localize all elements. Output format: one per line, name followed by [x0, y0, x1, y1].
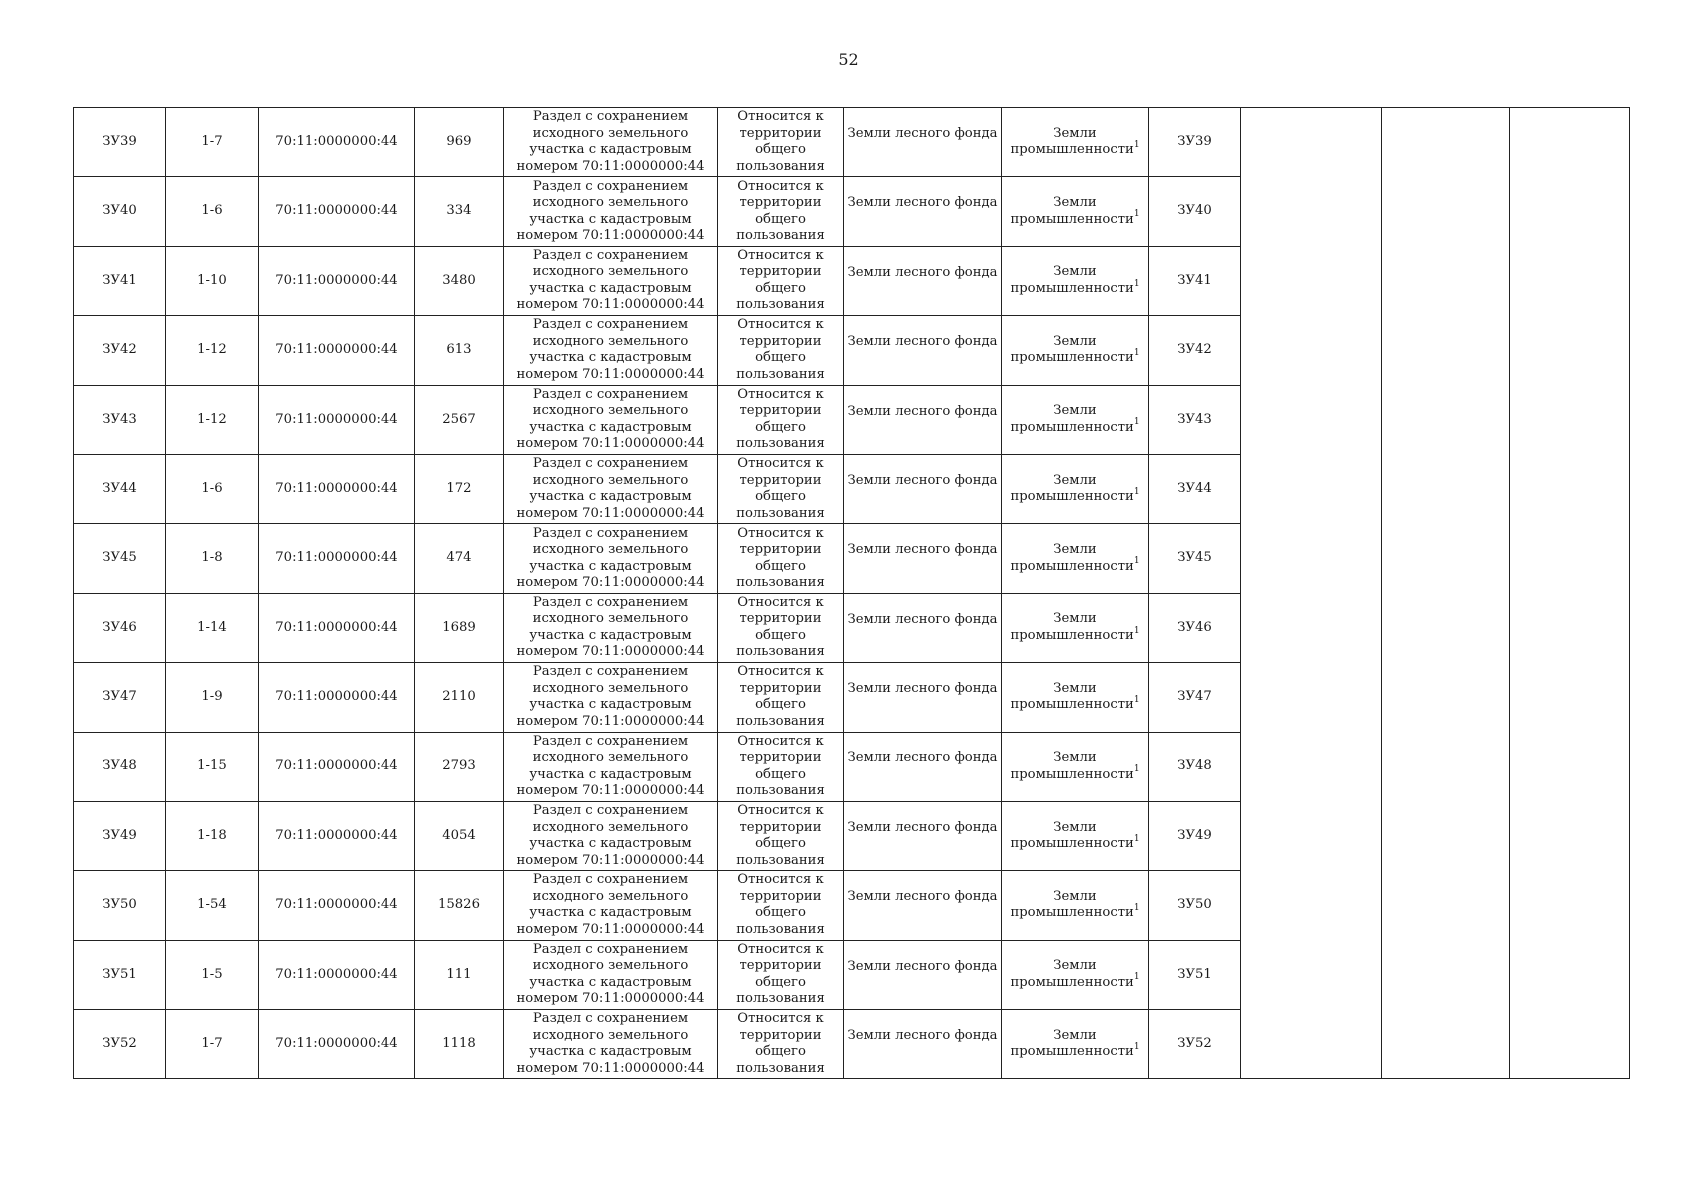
plot-id-repeat-cell: ЗУ52 [1149, 1010, 1241, 1079]
footnote-marker: 1 [1133, 139, 1140, 150]
area-cell: 474 [415, 524, 504, 593]
new-category-text: Земли промышленности [1010, 125, 1134, 158]
current-category-text: Земли лесного фонда [847, 750, 998, 766]
area-cell: 1118 [415, 1010, 504, 1079]
plot-id-cell: ЗУ46 [74, 593, 166, 662]
footnote-marker: 1 [1133, 347, 1140, 358]
current-category-cell [844, 108, 1002, 177]
new-category-cell [1002, 940, 1149, 1009]
current-category-text: Земли лесного фонда [847, 334, 998, 350]
table-row [74, 108, 1630, 177]
current-category-text: Земли лесного фонда [847, 611, 998, 627]
common-use-relation-cell: Относится к территории общего пользования [718, 177, 844, 246]
formation-method-cell: Раздел с сохранением исходного земельного участка с кадастровым номером 70:11:0000000:44 [504, 454, 718, 523]
common-use-relation-cell: Относится к территории общего пользования [718, 593, 844, 662]
formation-method-cell: Раздел с сохранением исходного земельного участка с кадастровым номером 70:11:0000000:44 [504, 1010, 718, 1079]
cadastral-number-cell: 70:11:0000000:44 [259, 801, 415, 870]
plot-id-repeat-cell: ЗУ39 [1149, 108, 1241, 177]
current-category-text: Земли лесного фонда [847, 681, 998, 697]
blank-cell-c [1510, 108, 1630, 1079]
footnote-marker: 1 [1133, 417, 1140, 428]
current-category-text: Земли лесного фонда [847, 819, 998, 835]
points-cell: 1-15 [166, 732, 259, 801]
cadastral-number-cell: 70:11:0000000:44 [259, 454, 415, 523]
blank-cell-a [1241, 108, 1382, 1079]
current-category-cell [844, 524, 1002, 593]
new-category-cell [1002, 246, 1149, 315]
current-category-cell [844, 454, 1002, 523]
plot-id-repeat-cell: ЗУ43 [1149, 385, 1241, 454]
points-cell: 1-6 [166, 177, 259, 246]
plot-id-cell: ЗУ45 [74, 524, 166, 593]
new-category-cell [1002, 871, 1149, 940]
plot-id-repeat-cell: ЗУ47 [1149, 663, 1241, 732]
footnote-marker: 1 [1133, 1041, 1140, 1052]
new-category-text: Земли промышленности [1010, 333, 1134, 366]
plot-id-cell: ЗУ48 [74, 732, 166, 801]
plot-id-repeat-cell: ЗУ41 [1149, 246, 1241, 315]
current-category-text: Земли лесного фонда [847, 403, 998, 419]
formation-method-cell: Раздел с сохранением исходного земельного участка с кадастровым номером 70:11:0000000:44 [504, 871, 718, 940]
formation-method-cell: Раздел с сохранением исходного земельного участка с кадастровым номером 70:11:0000000:44 [504, 108, 718, 177]
area-cell: 1689 [415, 593, 504, 662]
new-category-text: Земли промышленности [1010, 195, 1134, 227]
new-category-cell [1002, 524, 1149, 593]
current-category-cell [844, 316, 1002, 385]
cadastral-number-cell: 70:11:0000000:44 [259, 524, 415, 593]
plot-id-repeat-cell: ЗУ49 [1149, 801, 1241, 870]
common-use-relation-cell: Относится к территории общего пользования [718, 871, 844, 940]
current-category-cell [844, 732, 1002, 801]
plot-id-cell: ЗУ51 [74, 940, 166, 1009]
new-category-cell [1002, 316, 1149, 385]
current-category-cell [844, 246, 1002, 315]
cadastral-number-cell: 70:11:0000000:44 [259, 940, 415, 1009]
points-cell: 1-7 [166, 1010, 259, 1079]
area-cell: 111 [415, 940, 504, 1009]
plot-id-cell: ЗУ43 [74, 385, 166, 454]
area-cell: 969 [415, 108, 504, 177]
footnote-marker: 1 [1133, 694, 1140, 705]
new-category-text: Земли промышленности [1010, 680, 1134, 713]
footnote-marker: 1 [1133, 972, 1140, 983]
common-use-relation-cell: Относится к территории общего пользования [718, 246, 844, 315]
plot-id-repeat-cell: ЗУ46 [1149, 593, 1241, 662]
points-cell: 1-8 [166, 524, 259, 593]
new-category-text: Земли промышленности [1010, 819, 1134, 852]
footnote-marker: 1 [1133, 486, 1140, 497]
land-plots-table [73, 107, 1630, 1079]
common-use-relation-cell: Относится к территории общего пользования [718, 316, 844, 385]
common-use-relation-cell: Относится к территории общего пользования [718, 732, 844, 801]
area-cell: 613 [415, 316, 504, 385]
plot-id-repeat-cell: ЗУ40 [1149, 177, 1241, 246]
cadastral-number-cell: 70:11:0000000:44 [259, 108, 415, 177]
new-category-cell [1002, 177, 1149, 246]
common-use-relation-cell: Относится к территории общего пользования [718, 385, 844, 454]
plot-id-repeat-cell: ЗУ48 [1149, 732, 1241, 801]
new-category-cell [1002, 385, 1149, 454]
area-cell: 4054 [415, 801, 504, 870]
new-category-cell [1002, 454, 1149, 523]
common-use-relation-cell: Относится к территории общего пользования [718, 663, 844, 732]
footnote-marker: 1 [1133, 625, 1140, 636]
formation-method-cell: Раздел с сохранением исходного земельного участка с кадастровым номером 70:11:0000000:44 [504, 524, 718, 593]
cadastral-number-cell: 70:11:0000000:44 [259, 593, 415, 662]
current-category-cell [844, 385, 1002, 454]
new-category-text: Земли промышленности [1010, 472, 1134, 505]
common-use-relation-cell: Относится к территории общего пользования [718, 940, 844, 1009]
common-use-relation-cell: Относится к территории общего пользования [718, 1010, 844, 1079]
points-cell: 1-12 [166, 316, 259, 385]
new-category-text: Земли промышленности [1010, 542, 1134, 574]
points-cell: 1-7 [166, 108, 259, 177]
current-category-text: Земли лесного фонда [847, 264, 998, 280]
plot-id-cell: ЗУ44 [74, 454, 166, 523]
area-cell: 172 [415, 454, 504, 523]
cadastral-number-cell: 70:11:0000000:44 [259, 316, 415, 385]
points-cell: 1-10 [166, 246, 259, 315]
new-category-cell [1002, 663, 1149, 732]
current-category-text: Земли лесного фонда [847, 125, 998, 141]
current-category-cell [844, 663, 1002, 732]
formation-method-cell: Раздел с сохранением исходного земельного участка с кадастровым номером 70:11:0000000:44 [504, 940, 718, 1009]
current-category-text: Земли лесного фонда [847, 889, 998, 905]
new-category-cell [1002, 593, 1149, 662]
area-cell: 334 [415, 177, 504, 246]
current-category-cell [844, 177, 1002, 246]
current-category-cell [844, 940, 1002, 1009]
plot-id-cell: ЗУ50 [74, 871, 166, 940]
common-use-relation-cell: Относится к территории общего пользования [718, 108, 844, 177]
area-cell: 2110 [415, 663, 504, 732]
plot-id-cell: ЗУ52 [74, 1010, 166, 1079]
current-category-cell [844, 801, 1002, 870]
footnote-marker: 1 [1133, 556, 1140, 567]
formation-method-cell: Раздел с сохранением исходного земельного участка с кадастровым номером 70:11:0000000:44 [504, 593, 718, 662]
blank-cell-b [1382, 108, 1510, 1079]
new-category-cell [1002, 108, 1149, 177]
plot-id-repeat-cell: ЗУ42 [1149, 316, 1241, 385]
plot-id-repeat-cell: ЗУ44 [1149, 454, 1241, 523]
points-cell: 1-14 [166, 593, 259, 662]
plot-id-cell: ЗУ41 [74, 246, 166, 315]
cadastral-number-cell: 70:11:0000000:44 [259, 246, 415, 315]
formation-method-cell: Раздел с сохранением исходного земельного участка с кадастровым номером 70:11:0000000:44 [504, 385, 718, 454]
points-cell: 1-6 [166, 454, 259, 523]
new-category-cell [1002, 801, 1149, 870]
footnote-marker: 1 [1133, 209, 1140, 220]
new-category-text: Земли промышленности [1010, 264, 1134, 296]
cadastral-number-cell: 70:11:0000000:44 [259, 663, 415, 732]
common-use-relation-cell: Относится к территории общего пользования [718, 454, 844, 523]
area-cell: 3480 [415, 246, 504, 315]
plot-id-cell: ЗУ47 [74, 663, 166, 732]
current-category-text: Земли лесного фонда [847, 958, 998, 974]
current-category-text: Земли лесного фонда [847, 472, 998, 488]
current-category-cell [844, 593, 1002, 662]
plot-id-repeat-cell: ЗУ45 [1149, 524, 1241, 593]
plot-id-cell: ЗУ39 [74, 108, 166, 177]
current-category-text: Земли лесного фонда [847, 542, 998, 558]
table-body [74, 108, 1630, 1079]
new-category-text: Земли промышленности [1010, 611, 1134, 643]
formation-method-cell: Раздел с сохранением исходного земельного участка с кадастровым номером 70:11:0000000:44 [504, 177, 718, 246]
plot-id-cell: ЗУ40 [74, 177, 166, 246]
formation-method-cell: Раздел с сохранением исходного земельного участка с кадастровым номером 70:11:0000000:44 [504, 732, 718, 801]
area-cell: 15826 [415, 871, 504, 940]
cadastral-number-cell: 70:11:0000000:44 [259, 871, 415, 940]
formation-method-cell: Раздел с сохранением исходного земельного участка с кадастровым номером 70:11:0000000:44 [504, 663, 718, 732]
footnote-marker: 1 [1133, 278, 1140, 289]
formation-method-cell: Раздел с сохранением исходного земельного участка с кадастровым номером 70:11:0000000:44 [504, 801, 718, 870]
footnote-marker: 1 [1133, 903, 1140, 914]
area-cell: 2793 [415, 732, 504, 801]
plot-id-repeat-cell: ЗУ50 [1149, 871, 1241, 940]
new-category-cell [1002, 732, 1149, 801]
new-category-text: Земли промышленности [1010, 403, 1134, 435]
new-category-text: Земли промышленности [1010, 750, 1134, 782]
current-category-text: Земли лесного фонда [847, 195, 998, 211]
cadastral-number-cell: 70:11:0000000:44 [259, 1010, 415, 1079]
new-category-text: Земли промышленности [1010, 1027, 1134, 1060]
points-cell: 1-18 [166, 801, 259, 870]
footnote-marker: 1 [1133, 764, 1140, 775]
plot-id-cell: ЗУ49 [74, 801, 166, 870]
current-category-cell [844, 1010, 1002, 1079]
plot-id-cell: ЗУ42 [74, 316, 166, 385]
page-number: 52 [838, 50, 859, 69]
points-cell: 1-5 [166, 940, 259, 1009]
points-cell: 1-12 [166, 385, 259, 454]
cadastral-number-cell: 70:11:0000000:44 [259, 385, 415, 454]
formation-method-cell: Раздел с сохранением исходного земельного участка с кадастровым номером 70:11:0000000:44 [504, 246, 718, 315]
plot-id-repeat-cell: ЗУ51 [1149, 940, 1241, 1009]
new-category-text: Земли промышленности [1010, 888, 1134, 921]
new-category-text: Земли промышленности [1010, 958, 1134, 990]
cadastral-number-cell: 70:11:0000000:44 [259, 177, 415, 246]
common-use-relation-cell: Относится к территории общего пользования [718, 801, 844, 870]
current-category-text: Земли лесного фонда [847, 1028, 998, 1044]
area-cell: 2567 [415, 385, 504, 454]
new-category-cell [1002, 1010, 1149, 1079]
formation-method-cell: Раздел с сохранением исходного земельного участка с кадастровым номером 70:11:0000000:44 [504, 316, 718, 385]
footnote-marker: 1 [1133, 833, 1140, 844]
current-category-cell [844, 871, 1002, 940]
points-cell: 1-9 [166, 663, 259, 732]
common-use-relation-cell: Относится к территории общего пользования [718, 524, 844, 593]
points-cell: 1-54 [166, 871, 259, 940]
cadastral-number-cell: 70:11:0000000:44 [259, 732, 415, 801]
